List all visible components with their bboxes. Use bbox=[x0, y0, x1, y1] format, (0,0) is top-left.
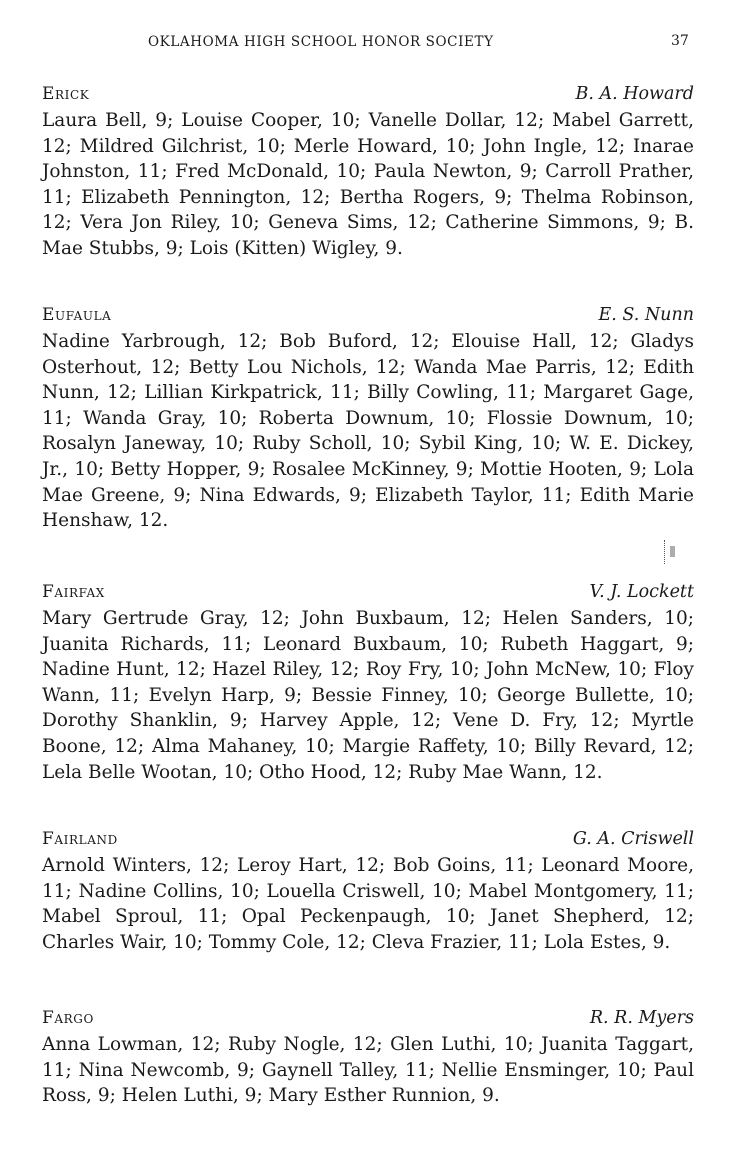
section-eufaula bbox=[42, 301, 694, 534]
sponsor-name: B. A. Howard bbox=[575, 84, 694, 104]
sponsor-name: G. A. Criswell bbox=[572, 829, 694, 849]
sponsor-name: E. S. Nunn bbox=[598, 305, 694, 325]
town-name: Fairfax bbox=[42, 582, 105, 602]
section-fairfax bbox=[42, 578, 694, 785]
section-erick bbox=[42, 80, 694, 262]
sponsor-name: R. R. Myers bbox=[589, 1008, 694, 1028]
section-fargo bbox=[42, 1004, 694, 1109]
sponsor-name: V. J. Lockett bbox=[589, 582, 694, 602]
section-heading bbox=[42, 825, 694, 853]
town-name: Fairland bbox=[42, 829, 118, 849]
town-name: Erick bbox=[42, 84, 90, 104]
print-mark-icon bbox=[664, 540, 683, 564]
running-head: OKLAHOMA HIGH SCHOOL HONOR SOCIETY bbox=[148, 34, 494, 50]
section-heading bbox=[42, 301, 694, 329]
section-fairland bbox=[42, 825, 694, 955]
town-name: Fargo bbox=[42, 1008, 94, 1028]
member-list: Laura Bell, 9; Louise Cooper, 10; Vanelle Dollar, 12; Mabel Garrett, 12; Mildred Gilchrist, 10; Merle Howard, 10; John Ingle, 12; Inarae Johnston, 11; Fred McDonald, 10; Paula Newton, 9; Carroll Prather, 11; Elizabeth Pennington, 12; Bertha Rogers, 9; Thelma Robinson, 12; Vera Jon Riley, 10; Geneva Sims, 12; Catherine Simmons, 9; B. Mae Stubbs, 9; Lois (Kitten) Wigley, 9. bbox=[42, 110, 694, 259]
member-list: Mary Gertrude Gray, 12; John Buxbaum, 12; Helen Sanders, 10; Juanita Richards, 11; Leonard Buxbaum, 10; Rubeth Haggart, 9; Nadine Hunt, 12; Hazel Riley, 12; Roy Fry, 10; John McNew, 10; Floy Wann, 11; Evelyn Harp, 9; Bessie Finney, 10; George Bullette, 10; Dorothy Shanklin, 9; Harvey Apple, 12; Vene D. Fry, 12; Myrtle Boone, 12; Alma Mahaney, 10; Margie Raffety, 10; Billy Revard, 12; Lela Belle Wootan, 10; Otho Hood, 12; Ruby Mae Wann, 12. bbox=[42, 608, 694, 783]
town-name: Eufaula bbox=[42, 305, 112, 325]
section-heading bbox=[42, 1004, 694, 1032]
member-list: Arnold Winters, 12; Leroy Hart, 12; Bob Goins, 11; Leonard Moore, 11; Nadine Collins, 10; Louella Criswell, 10; Mabel Montgomery, 11; Mabel Sproul, 11; Opal Peckenpaugh, 10; Janet Shepherd, 12; Charles Wair, 10; Tommy Cole, 12; Cleva Frazier, 11; Lola Estes, 9. bbox=[42, 855, 694, 953]
member-list: Anna Lowman, 12; Ruby Nogle, 12; Glen Luthi, 10; Juanita Taggart, 11; Nina Newcomb, 9; Gaynell Talley, 11; Nellie Ensminger, 10; Paul Ross, 9; Helen Luthi, 9; Mary Esther Runnion, 9. bbox=[42, 1034, 694, 1107]
section-heading bbox=[42, 578, 694, 606]
page-number: 37 bbox=[671, 33, 689, 49]
member-list: Nadine Yarbrough, 12; Bob Buford, 12; Elouise Hall, 12; Gladys Osterhout, 12; Betty Lou Nichols, 12; Wanda Mae Parris, 12; Edith Nunn, 12; Lillian Kirkpatrick, 11; Billy Cowling, 11; Margaret Gage, 11; Wanda Gray, 10; Roberta Downum, 10; Flossie Downum, 10; Rosalyn Janeway, 10; Ruby Scholl, 10; Sybil King, 10; W. E. Dickey, Jr., 10; Betty Hopper, 9; Rosalee McKinney, 9; Mottie Hooten, 9; Lola Mae Greene, 9; Nina Edwards, 9; Elizabeth Taylor, 11; Edith Marie Henshaw, 12. bbox=[42, 331, 694, 532]
section-heading bbox=[42, 80, 694, 108]
